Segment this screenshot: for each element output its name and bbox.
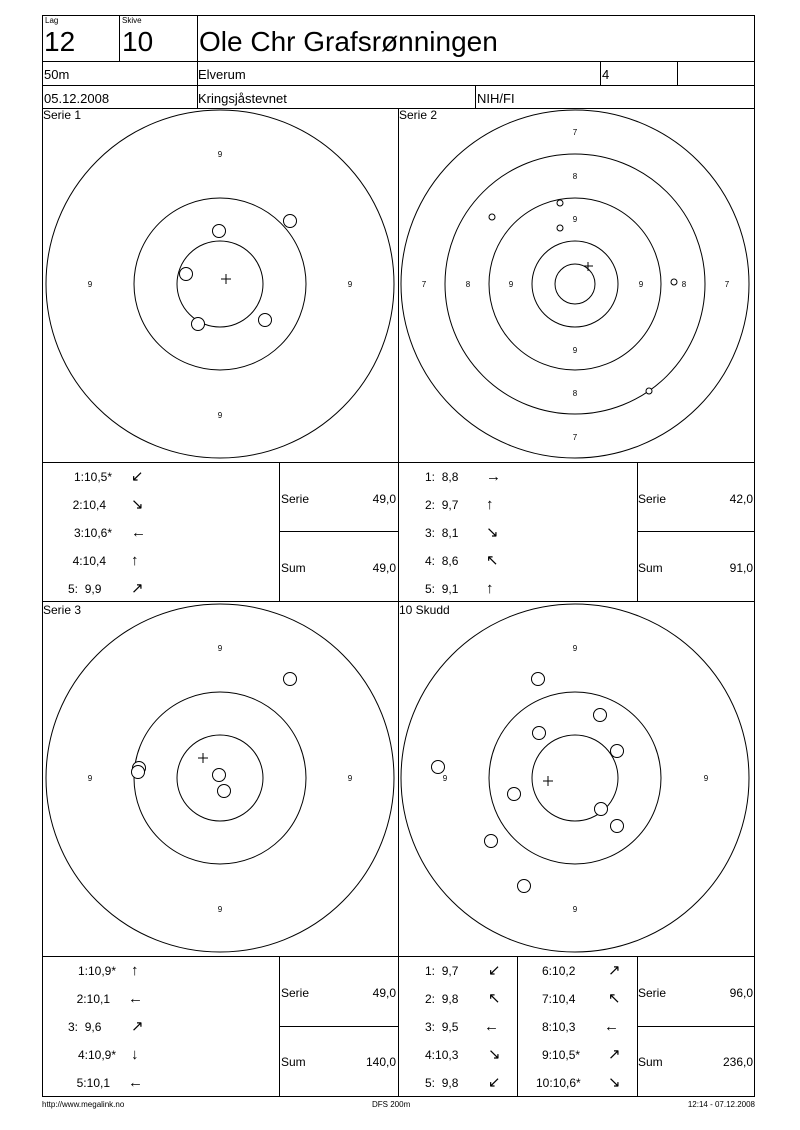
serie3-serie-score: 49,0 (372, 986, 396, 1000)
direction-arrow-icon: ↘ (486, 524, 499, 541)
ring-label: 7 (421, 280, 427, 289)
shot-hole (594, 709, 607, 722)
direction-arrow-icon: ← (131, 524, 146, 541)
shot-hole (518, 880, 531, 893)
shot-hole (557, 200, 563, 206)
serie1-title: Serie 1 (43, 108, 82, 122)
shot-hole (132, 766, 145, 779)
serie1-sum-score: 49,0 (372, 561, 396, 575)
ring-label: 9 (347, 774, 353, 783)
shot-hole (595, 803, 608, 816)
organizer: NIH/FI (477, 91, 515, 106)
shot-hole (432, 761, 445, 774)
ring-label: 9 (703, 774, 709, 783)
ten-shots-sum-score: 236,0 (722, 1055, 753, 1069)
direction-arrow-icon: ↗ (131, 1018, 144, 1035)
direction-arrow-icon: ↑ (486, 580, 494, 597)
direction-arrow-icon: ← (128, 1074, 143, 1091)
ring-label: 7 (572, 128, 578, 137)
direction-arrow-icon: ↘ (608, 1074, 621, 1091)
ring-label: 9 (572, 644, 578, 653)
list-item: 4:10,3 (425, 1048, 459, 1062)
list-item: 7:10,4 (542, 992, 576, 1006)
club: Elverum (198, 67, 246, 82)
ring-label: 9 (217, 905, 223, 914)
serie1-target (42, 108, 398, 462)
direction-arrow-icon: ← (128, 990, 143, 1007)
shot-hole (218, 785, 231, 798)
ring-label: 9 (638, 280, 644, 289)
shot-hole (284, 673, 297, 686)
list-item: 5:10,1 (76, 1076, 110, 1090)
ring-label: 9 (347, 280, 353, 289)
ten-shots-serie-label: Serie (638, 986, 667, 1000)
list-item: 1:10,5* (73, 470, 112, 484)
ring-label: 8 (681, 280, 687, 289)
serie3-title: Serie 3 (43, 603, 82, 617)
list-item: 5: 9,9 (68, 582, 102, 596)
ten-shots-serie-score: 96,0 (729, 986, 753, 1000)
list-item: 4: 8,6 (425, 554, 459, 568)
ten-shots-target (398, 601, 755, 956)
list-item: 5: 9,1 (425, 582, 459, 596)
shot-hole (611, 820, 624, 833)
direction-arrow-icon: ↗ (608, 1046, 621, 1063)
shot-hole (489, 214, 495, 220)
list-item: 1: 8,8 (425, 470, 459, 484)
ring-label: 9 (217, 644, 223, 653)
ring-label: 9 (572, 905, 578, 914)
shot-hole (180, 268, 193, 281)
direction-arrow-icon: ↙ (488, 1074, 501, 1091)
list-item: 2: 9,8 (425, 992, 459, 1006)
serie3-serie-label: Serie (281, 986, 310, 1000)
list-item: 2:10,1 (76, 992, 110, 1006)
direction-arrow-icon: ↗ (131, 580, 144, 597)
direction-arrow-icon: ↖ (608, 990, 621, 1007)
ring-label: 9 (87, 774, 93, 783)
ring-label: 9 (572, 346, 578, 355)
shot-hole (557, 225, 563, 231)
shooter-name: Ole Chr Grafsrønningen (199, 26, 498, 57)
shot-hole (533, 727, 546, 740)
list-item: 2:10,4 (72, 498, 106, 512)
distance: 50m (44, 67, 70, 82)
lag-label: Lag (45, 16, 59, 25)
direction-arrow-icon: ↘ (131, 496, 144, 513)
shot-hole (508, 788, 521, 801)
serie2-sum-score: 91,0 (729, 561, 753, 575)
serie2-sum-label: Sum (638, 561, 663, 575)
list-item: 2: 9,7 (425, 498, 459, 512)
direction-arrow-icon: ↙ (131, 468, 144, 485)
ring-label: 9 (87, 280, 93, 289)
serie3-sum-score: 140,0 (365, 1055, 396, 1069)
ring-label: 9 (572, 215, 578, 224)
list-item: 6:10,2 (542, 964, 576, 978)
direction-arrow-icon: ↙ (488, 962, 501, 979)
list-item: 5: 9,8 (425, 1076, 459, 1090)
direction-arrow-icon: ↑ (131, 552, 139, 569)
list-item: 8:10,3 (542, 1020, 576, 1034)
ten-shots-title: 10 Skudd (399, 603, 450, 617)
direction-arrow-icon: ↖ (486, 552, 499, 569)
direction-arrow-icon: → (486, 468, 501, 485)
ring-label: 9 (442, 774, 448, 783)
serie3-sum-label: Sum (281, 1055, 306, 1069)
shot-hole (646, 388, 652, 394)
serie1-serie-label: Serie (281, 492, 310, 506)
ten-shots-sum-label: Sum (638, 1055, 663, 1069)
shot-hole (213, 769, 226, 782)
direction-arrow-icon: ↖ (488, 990, 501, 1007)
lag-number: 12 (44, 26, 76, 57)
serie2-serie-score: 42,0 (729, 492, 753, 506)
serie1-sum-label: Sum (281, 561, 306, 575)
date: 05.12.2008 (44, 91, 110, 106)
footer-system: DFS 200m (372, 1100, 411, 1109)
footer-url[interactable]: http://www.megalink.no (42, 1100, 125, 1109)
direction-arrow-icon: ↘ (488, 1046, 501, 1063)
ring-label: 9 (217, 411, 223, 420)
skive-label: Skive (122, 16, 142, 25)
list-item: 4:10,4 (72, 554, 106, 568)
shot-hole (213, 225, 226, 238)
footer-timestamp: 12:14 - 07.12.2008 (687, 1100, 755, 1109)
shot-hole (611, 745, 624, 758)
direction-arrow-icon: ← (484, 1018, 499, 1035)
serie3-target (42, 601, 398, 956)
list-item: 1: 9,7 (425, 964, 459, 978)
shot-hole (284, 215, 297, 228)
shot-hole (485, 835, 498, 848)
list-item: 1:10,9* (77, 964, 116, 978)
ring-label: 7 (572, 433, 578, 442)
list-item: 3: 8,1 (425, 526, 459, 540)
direction-arrow-icon: ↓ (131, 1046, 139, 1063)
list-item: 10:10,6* (536, 1076, 581, 1090)
ring-label: 9 (508, 280, 514, 289)
serie2-target (398, 108, 755, 462)
direction-arrow-icon: ↑ (131, 962, 139, 979)
shot-hole (259, 314, 272, 327)
serie2-title: Serie 2 (399, 108, 438, 122)
ring-label: 8 (572, 172, 578, 181)
ring-label: 7 (724, 280, 730, 289)
list-item: 9:10,5* (542, 1048, 581, 1062)
ring-label: 9 (217, 150, 223, 159)
class-number: 4 (602, 67, 610, 82)
serie2-serie-label: Serie (638, 492, 667, 506)
event-name: Kringsjåstevnet (198, 91, 287, 106)
shot-hole (532, 673, 545, 686)
serie1-serie-score: 49,0 (372, 492, 396, 506)
list-item: 4:10,9* (77, 1048, 116, 1062)
ring-label: 8 (572, 389, 578, 398)
shot-hole (192, 318, 205, 331)
direction-arrow-icon: ↗ (608, 962, 621, 979)
list-item: 3: 9,5 (425, 1020, 459, 1034)
skive-number: 10 (122, 26, 154, 57)
shot-hole (671, 279, 677, 285)
direction-arrow-icon: ← (604, 1018, 619, 1035)
list-item: 3:10,6* (73, 526, 112, 540)
direction-arrow-icon: ↑ (486, 496, 494, 513)
ring-label: 8 (465, 280, 471, 289)
list-item: 3: 9,6 (68, 1020, 102, 1034)
